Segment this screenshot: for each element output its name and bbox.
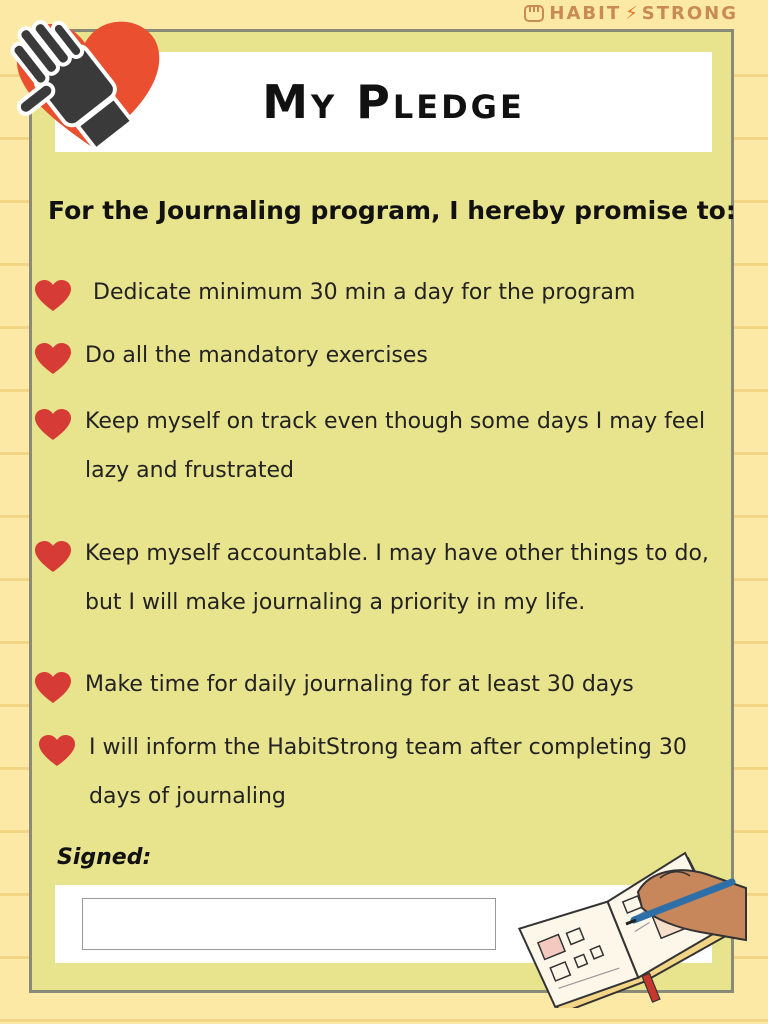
journal-writing-illustration bbox=[510, 848, 750, 1008]
bolt-icon: ⚡ bbox=[625, 2, 638, 24]
heart-icon bbox=[35, 280, 71, 312]
page-title: My Pledge bbox=[262, 75, 525, 129]
heart-icon bbox=[35, 672, 71, 704]
signed-label: Signed: bbox=[57, 845, 152, 870]
pledge-item bbox=[35, 660, 735, 709]
pledge-text: Keep myself accountable. I may have other things to do, but I will make journaling a priority in my life. bbox=[85, 541, 709, 615]
pledge-text: Dedicate minimum 30 min a day for the program bbox=[93, 280, 636, 305]
brand-name-left: HABIT bbox=[549, 2, 622, 24]
brand-logo bbox=[523, 2, 738, 24]
pledge-item bbox=[35, 331, 735, 380]
fist-icon bbox=[523, 2, 545, 24]
hand-on-heart-icon bbox=[0, 5, 170, 170]
pledge-item bbox=[35, 268, 735, 317]
pledge-item bbox=[35, 397, 735, 495]
brand-name-right: STRONG bbox=[641, 2, 738, 24]
heart-icon bbox=[35, 409, 71, 441]
pledge-item bbox=[35, 529, 735, 627]
pledge-text: Do all the mandatory exercises bbox=[85, 343, 428, 368]
heart-icon bbox=[35, 343, 71, 375]
heart-icon bbox=[39, 735, 75, 767]
signature-field[interactable] bbox=[82, 898, 496, 950]
pledge-text: Keep myself on track even though some days I may feel lazy and frustrated bbox=[85, 409, 706, 483]
pledge-text: I will inform the HabitStrong team after completing 30 days of journaling bbox=[89, 735, 687, 809]
pledge-item bbox=[39, 723, 739, 821]
pledge-intro: For the Journaling program, I hereby promise to: bbox=[48, 196, 736, 225]
pledge-text: Make time for daily journaling for at least 30 days bbox=[85, 672, 634, 697]
heart-icon bbox=[35, 541, 71, 573]
